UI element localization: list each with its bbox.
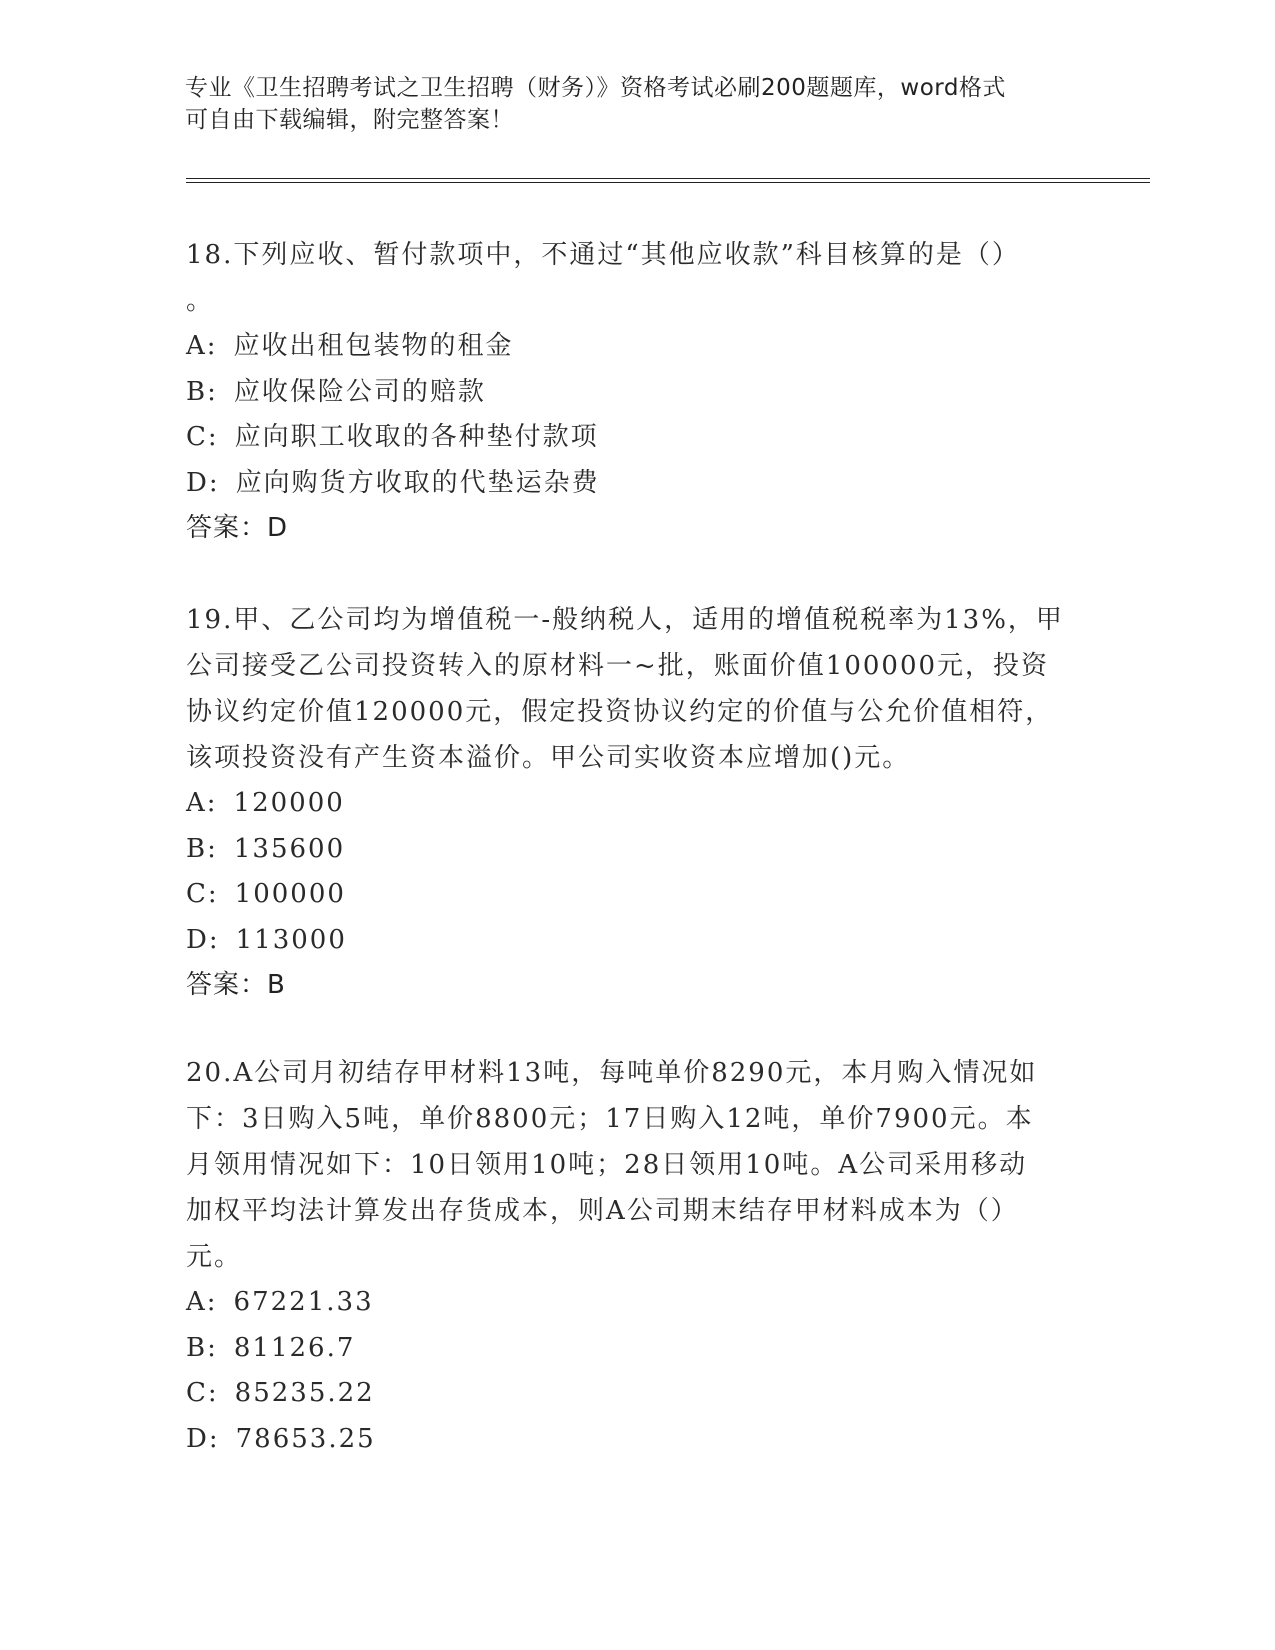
option-key: D: xyxy=(186,924,220,955)
option-key: D: xyxy=(186,1423,220,1454)
question-stem-line: 加权平均法计算发出存货成本，则A公司期末结存甲材料成本为（） xyxy=(186,1196,1019,1226)
option-key: C: xyxy=(186,879,219,909)
question-stem-line: 20.A公司月初结存甲材料13吨，每吨单价8290元，本月购入情况如 xyxy=(186,1058,1038,1088)
question-20 xyxy=(186,1050,1086,1462)
option-text: 100000 xyxy=(234,879,346,909)
question-19 xyxy=(186,597,1086,1007)
answer-line: 答案：B xyxy=(186,970,286,1000)
question-stem-line: 公司接受乙公司投资转入的原材料一~批，账面价值100000元，投资 xyxy=(186,651,1050,681)
document-header xyxy=(185,72,1085,136)
question-stem-line: 下：3日购入5吨，单价8800元；17日购入12吨，单价7900元。本 xyxy=(186,1104,1034,1134)
question-stem-line: 18.下列应收、暂付款项中，不通过“其他应收款”科目核算的是（） xyxy=(186,240,1020,270)
option-text: 81126.7 xyxy=(233,1332,356,1363)
option-d xyxy=(186,461,1086,507)
header-divider-top xyxy=(186,178,1150,179)
answer-line: 答案：D xyxy=(186,513,289,543)
option-key: A: xyxy=(186,1287,218,1317)
option-key: A: xyxy=(186,331,218,361)
option-b xyxy=(186,370,1086,416)
option-c xyxy=(186,415,1086,461)
option-text: 应向购货方收取的代垫运杂费 xyxy=(235,467,600,498)
question-stem-line: 协议约定价值120000元，假定投资协议约定的价值与公允价值相符， xyxy=(186,697,1054,727)
option-b xyxy=(186,1326,1086,1372)
option-key: B: xyxy=(186,376,218,407)
option-text: 135600 xyxy=(233,833,346,864)
option-key: C: xyxy=(186,422,219,452)
option-c xyxy=(186,1371,1086,1417)
option-text: 85235.22 xyxy=(234,1378,375,1408)
question-stem-line: 该项投资没有产生资本溢价。甲公司实收资本应增加()元。 xyxy=(186,743,911,773)
option-key: A: xyxy=(186,788,218,818)
option-text: 78653.25 xyxy=(235,1423,376,1454)
header-divider-bottom xyxy=(186,182,1150,183)
option-text: 113000 xyxy=(235,924,347,955)
question-stem-line: 元。 xyxy=(186,1242,243,1272)
header-title-line-1: 专业《卫生招聘考试之卫生招聘（财务）》资格考试必刷200题题库，word格式 xyxy=(185,75,1006,101)
option-key: B: xyxy=(186,833,218,864)
option-d xyxy=(186,1417,1086,1463)
question-stem-line: 。 xyxy=(186,286,215,316)
option-a xyxy=(186,324,1086,370)
option-text: 应收出租包装物的租金 xyxy=(233,331,514,361)
option-text: 应收保险公司的赔款 xyxy=(233,376,486,407)
option-c xyxy=(186,872,1086,918)
option-text: 120000 xyxy=(233,788,345,818)
option-a xyxy=(186,781,1086,827)
option-d xyxy=(186,918,1086,964)
option-text: 67221.33 xyxy=(233,1287,374,1317)
option-text: 应向职工收取的各种垫付款项 xyxy=(234,422,599,452)
question-stem-line: 19.甲、乙公司均为增值税一-般纳税人，适用的增值税税率为13%，甲 xyxy=(186,605,1064,635)
option-a xyxy=(186,1280,1086,1326)
header-title-line-2: 可自由下载编辑，附完整答案！ xyxy=(185,107,514,133)
option-key: D: xyxy=(186,467,220,498)
option-b xyxy=(186,827,1086,873)
question-18 xyxy=(186,232,1086,550)
option-key: C: xyxy=(186,1378,219,1408)
question-stem-line: 月领用情况如下：10日领用10吨；28日领用10吨。A公司采用移动 xyxy=(186,1150,1028,1180)
option-key: B: xyxy=(186,1332,218,1363)
